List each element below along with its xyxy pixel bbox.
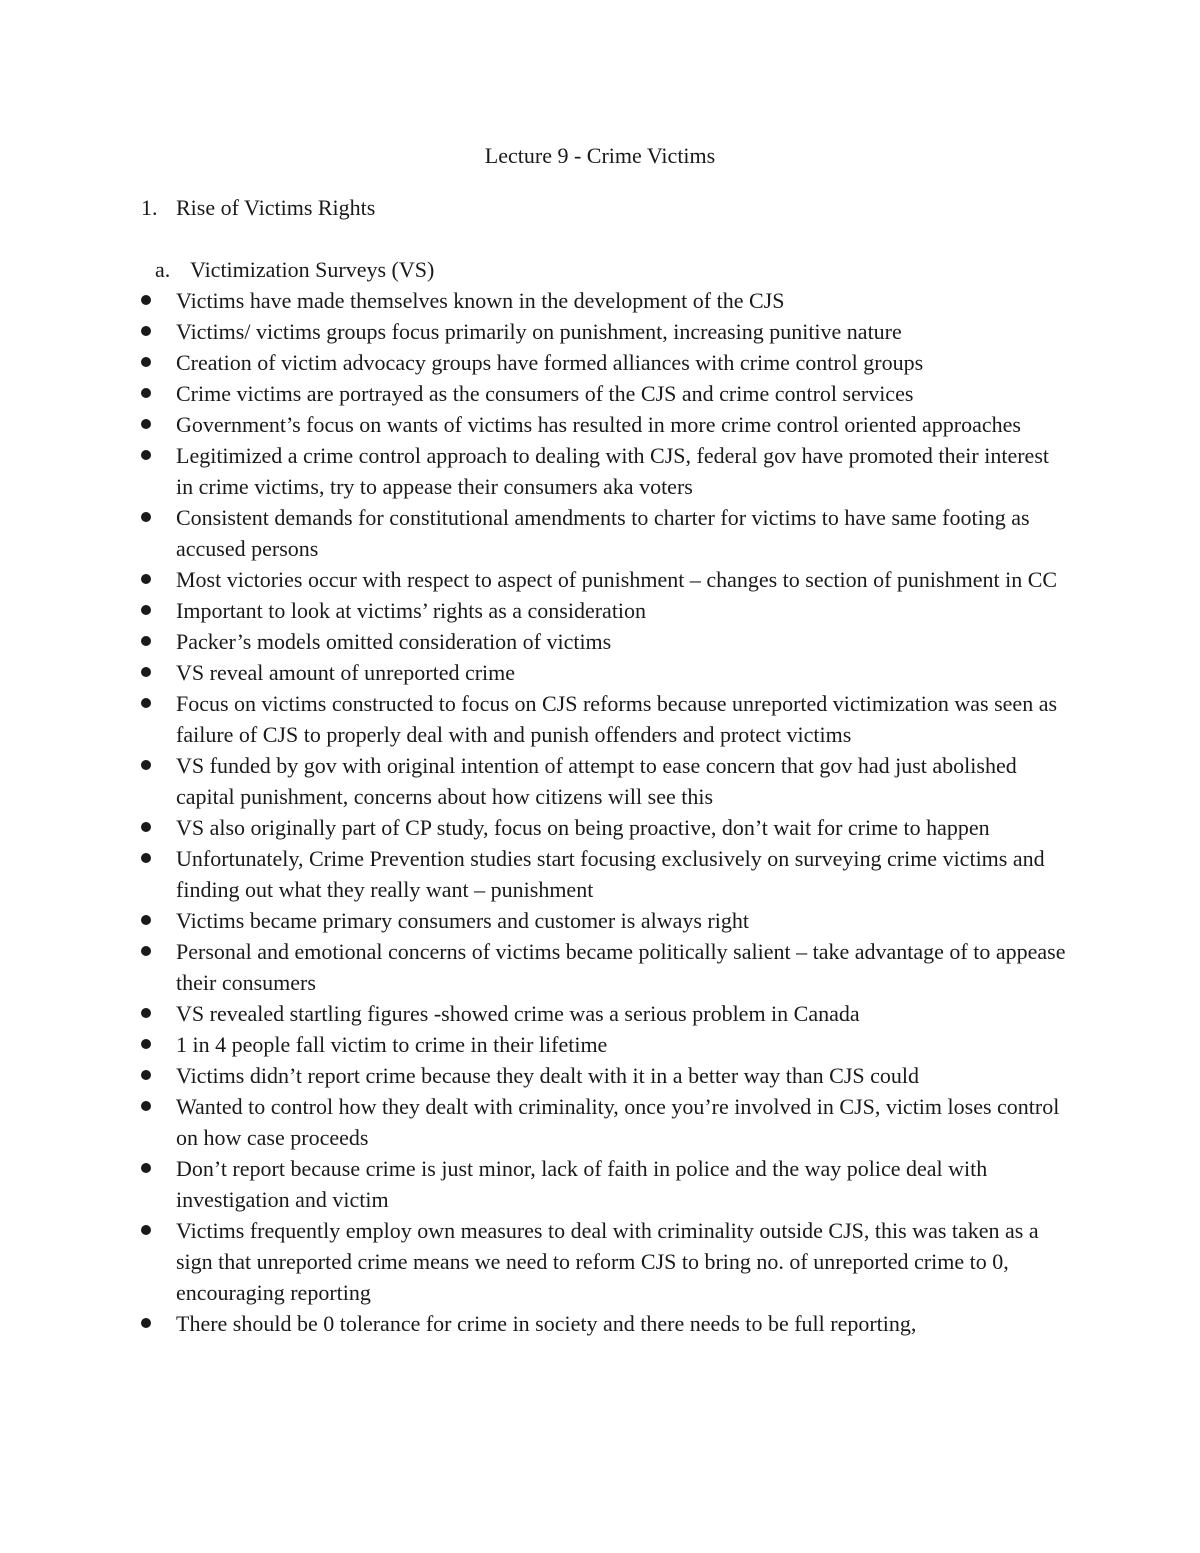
bullet-icon bbox=[141, 1070, 151, 1080]
list-item-text: Crime victims are portrayed as the consumers of the CJS and crime control services bbox=[176, 381, 914, 406]
subsection-heading-text: Victimization Surveys (VS) bbox=[190, 257, 435, 282]
bullet-icon bbox=[141, 1039, 151, 1049]
list-item bbox=[140, 1029, 1070, 1060]
list-item bbox=[140, 1091, 1070, 1153]
list-item bbox=[140, 440, 1070, 502]
bullet-icon bbox=[141, 760, 151, 770]
list-item bbox=[140, 1215, 1070, 1308]
list-item-text: Government’s focus on wants of victims has resulted in more crime control oriented approaches bbox=[176, 412, 1021, 437]
list-item bbox=[140, 998, 1070, 1029]
list-item bbox=[140, 626, 1070, 657]
list-item-text: VS revealed startling figures -showed crime was a serious problem in Canada bbox=[176, 1001, 860, 1026]
bullet-icon bbox=[141, 388, 151, 398]
bullet-icon bbox=[141, 698, 151, 708]
section-number: 1. bbox=[141, 195, 158, 220]
list-item-text: 1 in 4 people fall victim to crime in their lifetime bbox=[176, 1032, 608, 1057]
list-item-text: Unfortunately, Crime Prevention studies start focusing exclusively on surveying crime victims and finding out what they really want – punishment bbox=[176, 846, 1045, 902]
list-item-text: Most victories occur with respect to aspect of punishment – changes to section of punishment in CC bbox=[176, 567, 1058, 592]
list-item-text: Important to look at victims’ rights as a consideration bbox=[176, 598, 647, 623]
list-item-text: Victims became primary consumers and customer is always right bbox=[176, 908, 749, 933]
bullet-icon bbox=[141, 419, 151, 429]
bullet-icon bbox=[141, 605, 151, 615]
list-item bbox=[140, 688, 1070, 750]
list-item bbox=[140, 1060, 1070, 1091]
list-item bbox=[140, 936, 1070, 998]
bullet-icon bbox=[141, 1318, 151, 1328]
subsection-heading bbox=[155, 254, 434, 285]
list-item bbox=[140, 502, 1070, 564]
list-item-text: VS also originally part of CP study, focus on being proactive, don’t wait for crime to happen bbox=[176, 815, 990, 840]
list-item-text: VS reveal amount of unreported crime bbox=[176, 660, 516, 685]
list-item-text: Victims/ victims groups focus primarily on punishment, increasing punitive nature bbox=[176, 319, 902, 344]
list-item-text: Packer’s models omitted consideration of victims bbox=[176, 629, 612, 654]
list-item bbox=[140, 285, 1070, 316]
list-item bbox=[140, 595, 1070, 626]
section-heading bbox=[141, 192, 375, 223]
bullet-icon bbox=[141, 1225, 151, 1235]
bullet-icon bbox=[141, 636, 151, 646]
bullet-icon bbox=[141, 946, 151, 956]
bullet-icon bbox=[141, 915, 151, 925]
list-item bbox=[140, 812, 1070, 843]
list-item-text: Creation of victim advocacy groups have formed alliances with crime control groups bbox=[176, 350, 924, 375]
list-item-text: Focus on victims constructed to focus on CJS reforms because unreported victimization was seen as failure of CJS to properly deal with and punish offenders and protect victims bbox=[176, 691, 1058, 747]
bullet-icon bbox=[141, 450, 151, 460]
list-item-text: VS funded by gov with original intention of attempt to ease concern that gov had just abolished capital punishment, concerns about how citizens will see this bbox=[176, 753, 1017, 809]
list-item-text: Victims have made themselves known in the development of the CJS bbox=[176, 288, 785, 313]
bullet-icon bbox=[141, 326, 151, 336]
section-heading-text: Rise of Victims Rights bbox=[176, 195, 376, 220]
bullet-icon bbox=[141, 853, 151, 863]
bullet-icon bbox=[141, 574, 151, 584]
list-item bbox=[140, 1153, 1070, 1215]
list-item bbox=[140, 564, 1070, 595]
list-item bbox=[140, 657, 1070, 688]
list-item bbox=[140, 905, 1070, 936]
list-item bbox=[140, 1308, 1070, 1339]
bullet-icon bbox=[141, 1163, 151, 1173]
list-item bbox=[140, 316, 1070, 347]
list-item-text: Wanted to control how they dealt with criminality, once you’re involved in CJS, victim loses control on how case proceeds bbox=[176, 1094, 1060, 1150]
list-item-text: Don’t report because crime is just minor, lack of faith in police and the way police deal with investigation and victim bbox=[176, 1156, 988, 1212]
bullet-icon bbox=[141, 1008, 151, 1018]
list-item bbox=[140, 843, 1070, 905]
list-item bbox=[140, 347, 1070, 378]
list-item-text: Victims frequently employ own measures to deal with criminality outside CJS, this was taken as a sign that unreported crime means we need to reform CJS to bring no. of unreported crime to 0, encouraging reporting bbox=[176, 1218, 1039, 1305]
list-item bbox=[140, 750, 1070, 812]
list-item bbox=[140, 378, 1070, 409]
bullet-list bbox=[140, 285, 1070, 1339]
list-item-text: Consistent demands for constitutional amendments to charter for victims to have same footing as accused persons bbox=[176, 505, 1030, 561]
bullet-icon bbox=[141, 357, 151, 367]
list-item bbox=[140, 409, 1070, 440]
list-item-text: Victims didn’t report crime because they dealt with it in a better way than CJS could bbox=[176, 1063, 920, 1088]
bullet-icon bbox=[141, 667, 151, 677]
list-item-text: There should be 0 tolerance for crime in society and there needs to be full reporting, bbox=[176, 1311, 917, 1336]
list-item-text: Personal and emotional concerns of victims became politically salient – take advantage of to appease their consumers bbox=[176, 939, 1066, 995]
bullet-icon bbox=[141, 822, 151, 832]
bullet-icon bbox=[141, 1101, 151, 1111]
subsection-letter: a. bbox=[155, 257, 171, 282]
bullet-icon bbox=[141, 512, 151, 522]
list-item-text: Legitimized a crime control approach to dealing with CJS, federal gov have promoted their interest in crime victims, try to appease their consumers aka voters bbox=[176, 443, 1049, 499]
bullet-icon bbox=[141, 295, 151, 305]
document-title: Lecture 9 - Crime Victims bbox=[484, 143, 716, 168]
